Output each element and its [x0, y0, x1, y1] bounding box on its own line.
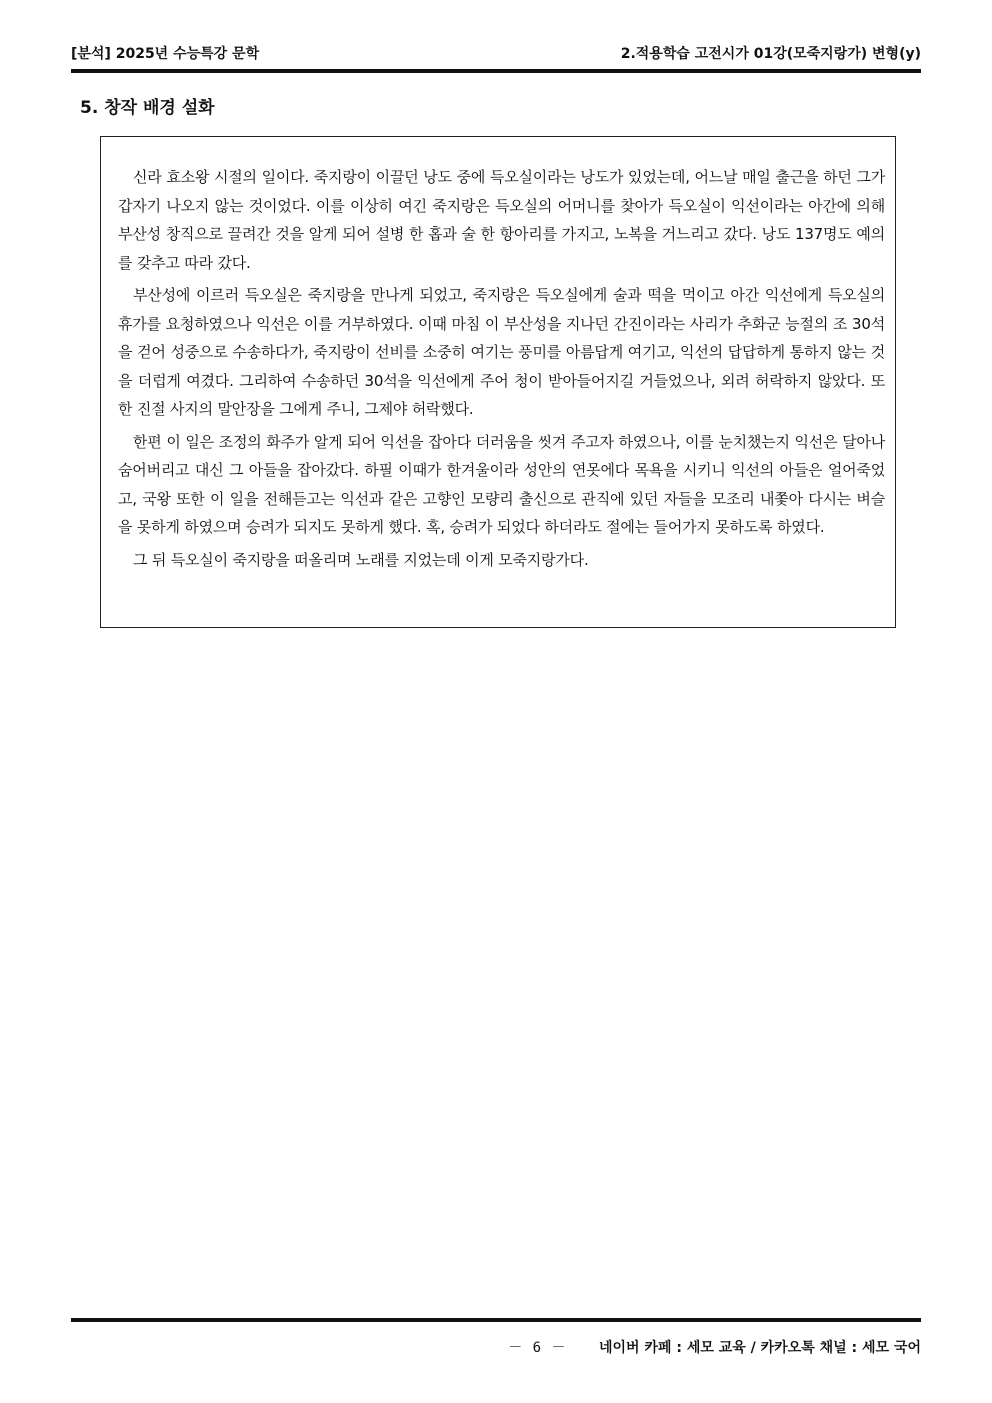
header-left-title: [분석] 2025년 수능특강 문학: [71, 46, 260, 62]
footer-divider: [71, 1318, 921, 1322]
page-footer: [71, 1337, 921, 1359]
page-header: [71, 44, 921, 64]
section-title: 5. 창작 배경 설화: [80, 98, 215, 118]
story-paragraph-2: 부산성에 이르러 득오실은 죽지랑을 만나게 되었고, 죽지랑은 득오실에게 술과 떡을 먹이고 아간 익선에게 득오실의 휴가를 요청하였으나 익선은 이를 거부하였다. 이때 마침 이 부산성을 지나던 간진이라는 사리가 추화군 능절의 조 30석을 걷어 성중으로 수송하다가, 죽지랑이 선비를 소중히 여기는 풍미를 아름답게 여기고, 익선의 답답하게 통하지 않는 것을 더럽게 여겼다. 그리하여 수송하던 30석을 익선에게 주어 청이 받아들어지길 거들었으나, 외려 허락하지 않았다. 또한 진절 사지의 말안장을 그에게 주니, 그제야 허락했다.: [118, 286, 885, 418]
story-paragraph-4: 그 뒤 득오실이 죽지랑을 떠올리며 노래를 지었는데 이게 모죽지랑가다.: [133, 550, 589, 569]
header-right-title: 2.적용학습 고전시가 01강(모죽지랑가) 변형(y): [620, 46, 921, 62]
footer-channel-info: 네이버 카페 : 세모 교육 / 카카오톡 채널 : 세모 국어: [598, 1340, 921, 1356]
header-divider: [71, 69, 921, 73]
story-box: [100, 136, 896, 628]
story-paragraph-1: 신라 효소왕 시절의 일이다. 죽지랑이 이끌던 낭도 중에 득오실이라는 낭도가 있었는데, 어느날 매일 출근을 하던 그가 갑자기 나오지 않는 것이었다. 이를 이상히 여긴 죽지랑은 득오실의 어머니를 찾아가 득오실이 익선이라는 아간에 의해 부산성 창직으로 끌려간 것을 알게 되어 설병 한 홉과 술 한 항아리를 가지고, 노복을 거느리고 갔다. 낭도 137명도 예의를 갖추고 따라 갔다.: [118, 168, 885, 272]
page-number: － 6 －: [508, 1340, 567, 1356]
story-paragraph-3: 한편 이 일은 조정의 화주가 알게 되어 익선을 잡아다 더러움을 씻겨 주고자 하였으나, 이를 눈치챘는지 익선은 달아나 숨어버리고 대신 그 아들을 잡아갔다. 하필 이때가 한겨울이라 성안의 연못에다 목욕을 시키니 익선의 아들은 얼어죽었고, 국왕 또한 이 일을 전해듣고는 익선과 같은 고향인 모량리 출신으로 관직에 있던 자들을 모조리 내쫓아 다시는 벼슬을 못하게 하였으며 승려가 되지도 못하게 했다. 혹, 승려가 되었다 하더라도 절에는 들어가지 못하도록 하였다.: [118, 432, 885, 536]
